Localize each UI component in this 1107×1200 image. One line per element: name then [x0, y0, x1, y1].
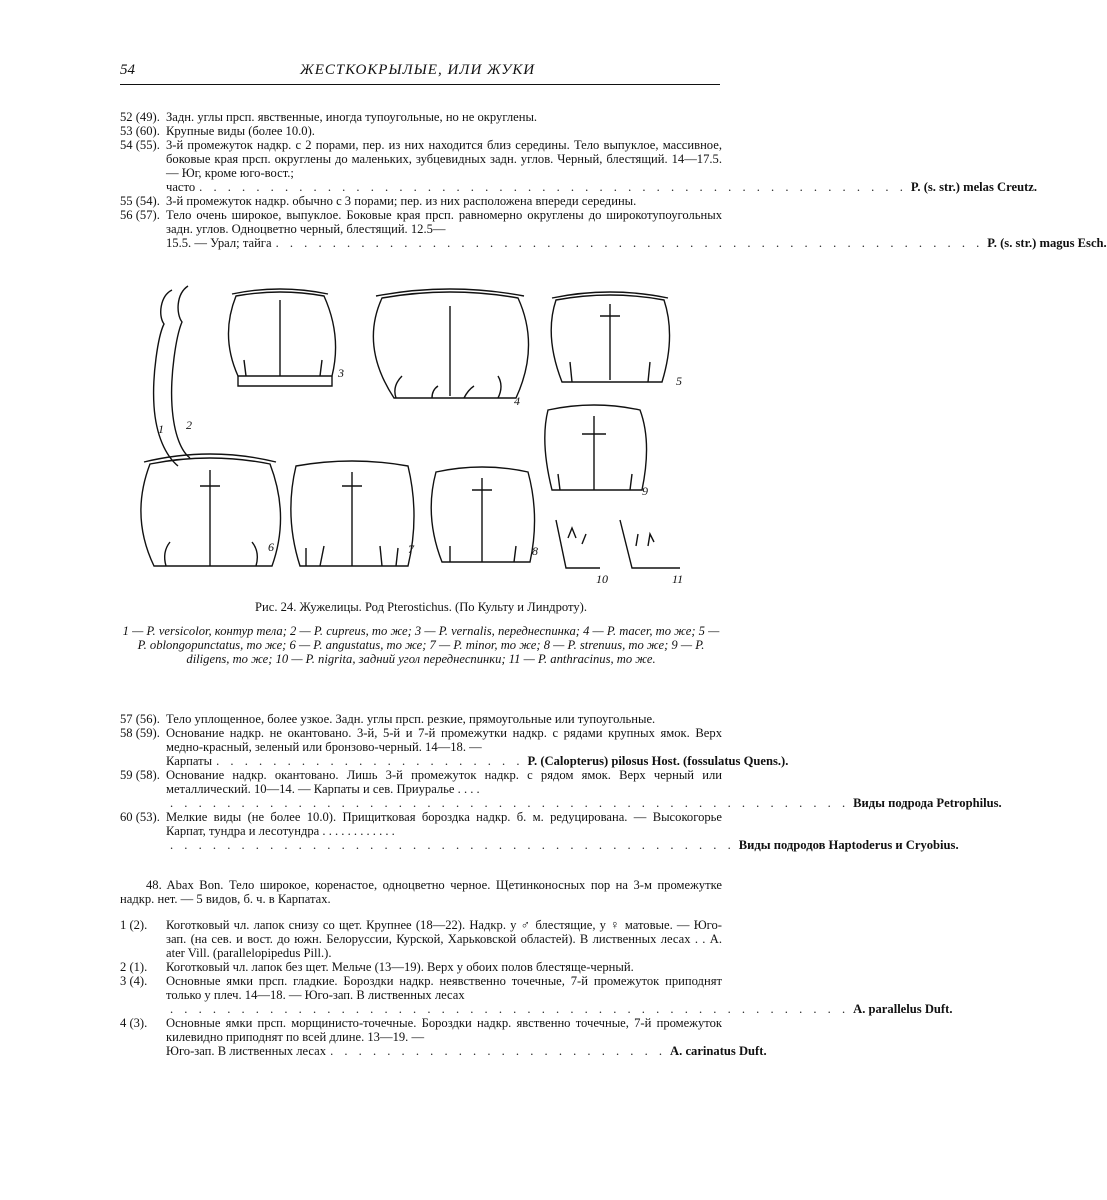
leader-dots: . . . . . . . . . . . . . . . . . . . . . . . . . . . . . . . . . . . . . . . . . . . . . . . . [170, 1002, 850, 1016]
abax-entry-4 [120, 1016, 767, 1058]
key-text: 3-й промежуток надкр. обычно с 3 порами; пер. из них расположена впереди середины. [166, 194, 637, 208]
key-text: Основные ямки прсп. гладкие. Бороздки надкр. неявственно точечные, 7-й промежуток приподнят только у плеч. 14—18. — Юго-зап. В лиственных лесах [166, 974, 722, 1002]
key-tail-left: часто [166, 180, 196, 194]
drawing-6-pronotum [141, 458, 281, 566]
key-entry-56 [120, 208, 1107, 250]
running-header [120, 62, 720, 85]
drawing-11-hind-angle [620, 520, 680, 568]
key-leader-line [166, 180, 1038, 194]
subgenus-name: Виды подродов Haptoderus и Cryobius. [738, 838, 959, 852]
key-number: 2 (1). [120, 960, 148, 974]
figure-label-8: 8 [532, 544, 538, 558]
key-entry-53 [120, 124, 722, 138]
subgenus-name: Виды подрода Petrophilus. [853, 796, 1002, 810]
key-tail-left: Карпаты [166, 754, 213, 768]
key-entry-60 [120, 810, 959, 852]
key-leader-line [166, 1002, 953, 1016]
key-text: Задн. углы прсп. явственные, иногда тупоугольные, но не округлены. [166, 110, 538, 124]
figure-label-9: 9 [642, 484, 648, 498]
key-text: Крупные виды (более 10.0). [166, 124, 315, 138]
abax-entry-2 [120, 960, 722, 974]
key-leader-line [166, 754, 789, 768]
species-name: P. (Calopterus) pilosus Host. (fossulatus Quens.). [527, 754, 789, 768]
key-text: Основные ямки прсп. морщинисто-точечные. Бороздки надкр. явственно точечные, 7-й промежуток килевидно приподнят по всей длине. 13—19. — [166, 1016, 722, 1044]
drawing-10-hind-angle [556, 520, 600, 568]
figure-label-11: 11 [672, 572, 684, 586]
figure-24 [120, 276, 720, 596]
key-number: 55 (54). [120, 194, 160, 208]
key-text: Тело уплощенное, более узкое. Задн. углы прсп. резкие, прямоугольные или тупоугольные. [166, 712, 656, 726]
key-entry-58 [120, 726, 789, 768]
species-name: P. (s. str.) magus Esch. [987, 236, 1107, 250]
caption-title: Рис. 24. Жужелицы. Род Pterostichus. (По Культу и Линдроту). [255, 600, 587, 614]
key-tail-left: Юго-зап. В лиственных лесах [166, 1044, 327, 1058]
leader-dots: . . . . . . . . . . . . . . . . . . . . . . . . . . . . . . . . . . . . . . . . . . . . . . . . . . [199, 180, 907, 194]
key-text: Тело очень широкое, выпуклое. Боковые края прсп. равномерно округлены до широкотупоугольных задн. углов. Одноцветно черный, блестящий. 12.5— [166, 208, 722, 236]
key-section-abax [120, 918, 953, 1058]
key-text: Коготковый чл. лапок снизу со щет. Крупнее (18—22). Надкр. у ♂ блестящие, у ♀ матовые. — Юго-зап. (на сев. и вост. до южн. Белоруссии, Курской, Харьковской областей). В лиственных лесах . . A. ater Vill. (parallelopipedus Pill.). [166, 918, 722, 960]
figure-label-1: 1 [158, 422, 164, 436]
figure-label-6: 6 [268, 540, 274, 554]
figure-label-10: 10 [596, 572, 608, 586]
leader-dots: . . . . . . . . . . . . . . . . . . . . . . . . . . . . . . . . . . . . . . . . . . . . . . . . [170, 796, 850, 810]
key-text: Основание надкр. окантовано. Лишь 3-й промежуток надкр. с рядом ямок. Верх черный или металлический. 10—14. — Карпаты и сев. Приуралье . . . . [166, 768, 722, 796]
key-number: 58 (59). [120, 726, 160, 740]
key-entry-54 [120, 138, 1038, 194]
key-number: 60 (53). [120, 810, 160, 824]
figure-label-3: 3 [338, 366, 344, 380]
key-number: 54 (55). [120, 138, 160, 152]
caption-legend: 1 — P. versicolor, контур тела; 2 — P. cupreus, то же; 3 — P. vernalis, переднеспинка; 4 — P. macer, то же; 5 — P. oblongopunctatus, то же; 6 — P. angustatus, то же; 7 — P. minor, то же; 8 — P. strenuus, то же; 9 — P. diligens, то же; 10 — P. nigrita, задний угол переднеспинки; 11 — P. anthracinus, то же. [122, 624, 720, 666]
figure-label-2: 2 [186, 418, 192, 432]
species-name: P. (s. str.) melas Creutz. [910, 180, 1038, 194]
key-section-top [120, 110, 1107, 250]
drawing-1-contour [154, 290, 178, 466]
drawing-8-pronotum [431, 467, 534, 562]
species-name: A. parallelus Duft. [853, 1002, 953, 1016]
key-number: 56 (57). [120, 208, 160, 222]
key-entry-55 [120, 194, 722, 208]
key-leader-line [166, 236, 1107, 250]
key-leader-line [166, 1044, 767, 1058]
genus-abax-description: 48. Abax Bon. Тело широкое, коренастое, одноцветно черное. Щетинконосных пор на 3-м промежутке надкр. нет. — 5 видов, б. ч. в Карпатах. [120, 878, 722, 906]
key-number: 59 (58). [120, 768, 160, 782]
key-text: Коготковый чл. лапок без щет. Мельче (13—19). Верх у обоих полов блестяще-черный. [166, 960, 634, 974]
figure-label-7: 7 [408, 542, 414, 556]
abax-entry-3 [120, 974, 953, 1016]
abax-entry-1 [120, 918, 722, 960]
species-name: A. carinatus Duft. [670, 1044, 767, 1058]
figure-caption [120, 600, 722, 666]
leader-dots: . . . . . . . . . . . . . . . . . . . . . . . . . . . . . . . . . . . . . . . . [170, 838, 735, 852]
key-leader-line [166, 838, 959, 852]
figure-drawings [120, 276, 720, 596]
key-entry-57 [120, 712, 722, 726]
key-text: 3-й промежуток надкр. с 2 порами, пер. из них находится близ середины. Тело выпуклое, массивное, боковые края прсп. округлены до маленьких, зубцевидных задн. углов. Черный, блестящий. 14—17.5. — Юг, кроме юго-вост.; [166, 138, 722, 180]
page-number: 54 [120, 62, 135, 78]
figure-label-4: 4 [514, 394, 520, 408]
key-text: Основание надкр. не окантовано. 3-й, 5-й и 7-й промежутки надкр. с рядами крупных ямок. Верх медно-красный, зеленый или бронзово-черный. 14—18. — [166, 726, 722, 754]
key-number: 1 (2). [120, 918, 148, 932]
key-tail-left: 15.5. — Урал; тайга [166, 236, 272, 250]
leader-dots: . . . . . . . . . . . . . . . . . . . . . . [216, 754, 524, 768]
key-section-bottom [120, 712, 1002, 852]
running-title: ЖЕСТКОКРЫЛЫЕ, ИЛИ ЖУКИ [300, 62, 536, 78]
key-number: 52 (49). [120, 110, 160, 124]
key-entry-59 [120, 768, 1002, 810]
key-text: Мелкие виды (не более 10.0). Прищитковая бороздка надкр. б. м. редуцирована. — Высокогорье Карпат, тундра и лесотундра . . . . . . . . . . . . [166, 810, 722, 838]
key-number: 3 (4). [120, 974, 148, 988]
key-leader-line [166, 796, 1002, 810]
key-entry-52 [120, 110, 722, 124]
key-number: 57 (56). [120, 712, 160, 726]
leader-dots: . . . . . . . . . . . . . . . . . . . . . . . . . . . . . . . . . . . . . . . . . . . . . . . . . . [275, 236, 984, 250]
leader-dots: . . . . . . . . . . . . . . . . . . . . . . . . [330, 1044, 667, 1058]
figure-label-5: 5 [676, 374, 682, 388]
key-number: 4 (3). [120, 1016, 148, 1030]
key-number: 53 (60). [120, 124, 160, 138]
